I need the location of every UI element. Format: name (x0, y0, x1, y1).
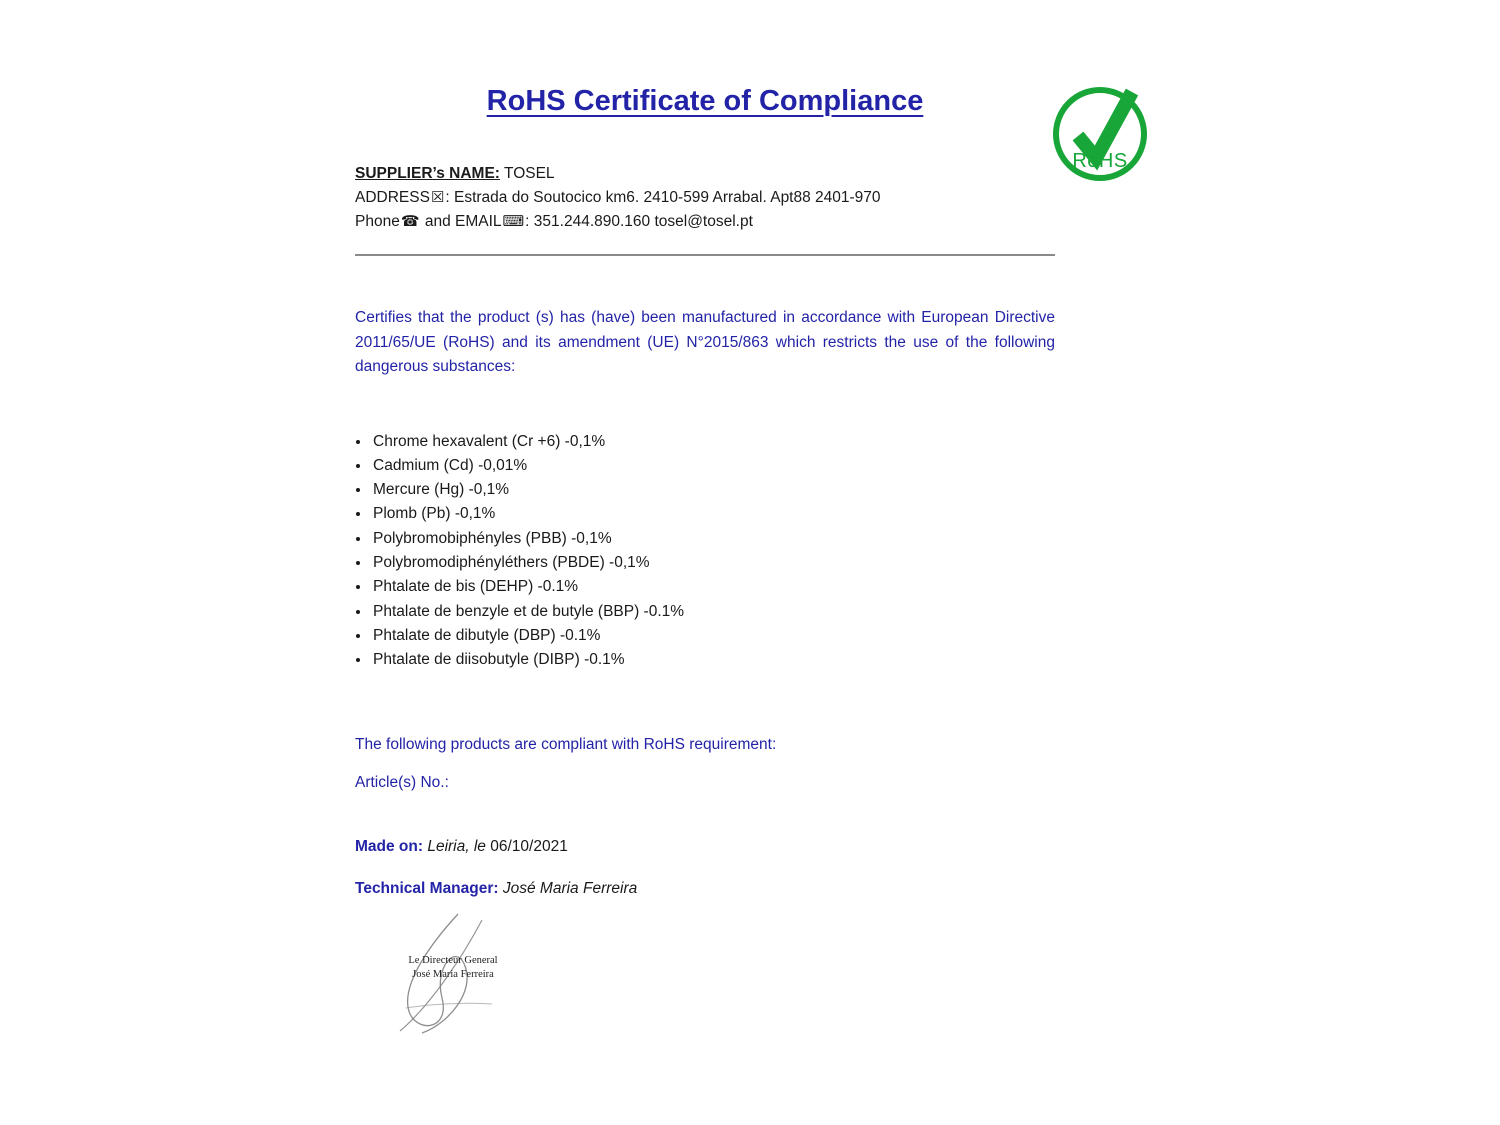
envelope-icon: ☒ (430, 189, 445, 206)
substance-item: • Phtalate de benzyle et de butyle (BBP) -0.1% (371, 600, 1055, 624)
supplier-contact-line (355, 210, 1055, 234)
made-on-line (355, 838, 1055, 856)
substance-item: • Phtalate de dibutyle (DBP) -0.1% (371, 624, 1055, 648)
certificate-content (355, 85, 1055, 1037)
articles-label: Article(s) No.: (355, 774, 449, 792)
made-on-label: Made on: (355, 838, 424, 856)
compliance-statement: The following products are compliant with RoHS requirement: (355, 736, 777, 754)
page-title: RoHS Certificate of Compliance (486, 85, 924, 117)
contact-value: : 351.244.890.160 tosel@tosel.pt (525, 213, 753, 230)
made-on-date: 06/10/2021 (490, 838, 568, 856)
certification-paragraph: Certifies that the product (s) has (have) been manufactured in accordance with European Directive 2011/65/UE (RoHS) and its amendment (UE) N°2015/863 which restricts the use of the following dangerous substances: (355, 309, 1055, 375)
supplier-name-label: SUPPLIER’s NAME: (355, 165, 500, 182)
substance-item: • Mercure (Hg) -0,1% (371, 478, 1055, 502)
substance-item: • Cadmium (Cd) -0,01% (371, 454, 1055, 478)
substance-item: • Plomb (Pb) -0,1% (371, 502, 1055, 526)
substance-item: • Phtalate de diisobutyle (DIBP) -0.1% (371, 648, 1055, 672)
rohs-logo (1050, 82, 1150, 182)
checkmark-icon (1078, 92, 1132, 158)
supplier-name-value: TOSEL (499, 165, 555, 182)
address-label: ADDRESS (355, 189, 430, 206)
email-label: and EMAIL (420, 213, 502, 230)
technical-manager-name: José Maria Ferreira (498, 880, 638, 898)
substance-item: • Polybromobiphényles (PBB) -0,1% (371, 527, 1055, 551)
supplier-block (355, 162, 1055, 234)
supplier-name-line (355, 162, 1055, 186)
substance-item: • Polybromodiphényléthers (PBDE) -0,1% (371, 551, 1055, 575)
technical-manager-label: Technical Manager: (355, 880, 499, 898)
supplier-address-line (355, 186, 1055, 210)
address-value: : Estrada do Soutocico km6. 2410-599 Arrabal. Apt88 2401-970 (445, 189, 881, 206)
signature-title-line: Le Directeur General (408, 955, 498, 967)
section-divider (355, 254, 1055, 256)
made-on-place: Leiria, le (423, 838, 491, 856)
substances-list (355, 430, 1055, 673)
computer-icon: ⌨ (502, 213, 525, 230)
substance-item: • Phtalate de bis (DEHP) -0.1% (371, 575, 1055, 599)
signature-text (388, 954, 518, 982)
technical-manager-line (355, 880, 1055, 898)
signature-block (360, 912, 540, 1037)
substance-item: • Chrome hexavalent (Cr +6) -0,1% (371, 430, 1055, 454)
phone-label: Phone (355, 213, 400, 230)
phone-icon: ☎ (400, 213, 420, 230)
rohs-logo-label: RoHS (1072, 150, 1128, 172)
signature-name-line: José Maria Ferreira (412, 969, 494, 981)
